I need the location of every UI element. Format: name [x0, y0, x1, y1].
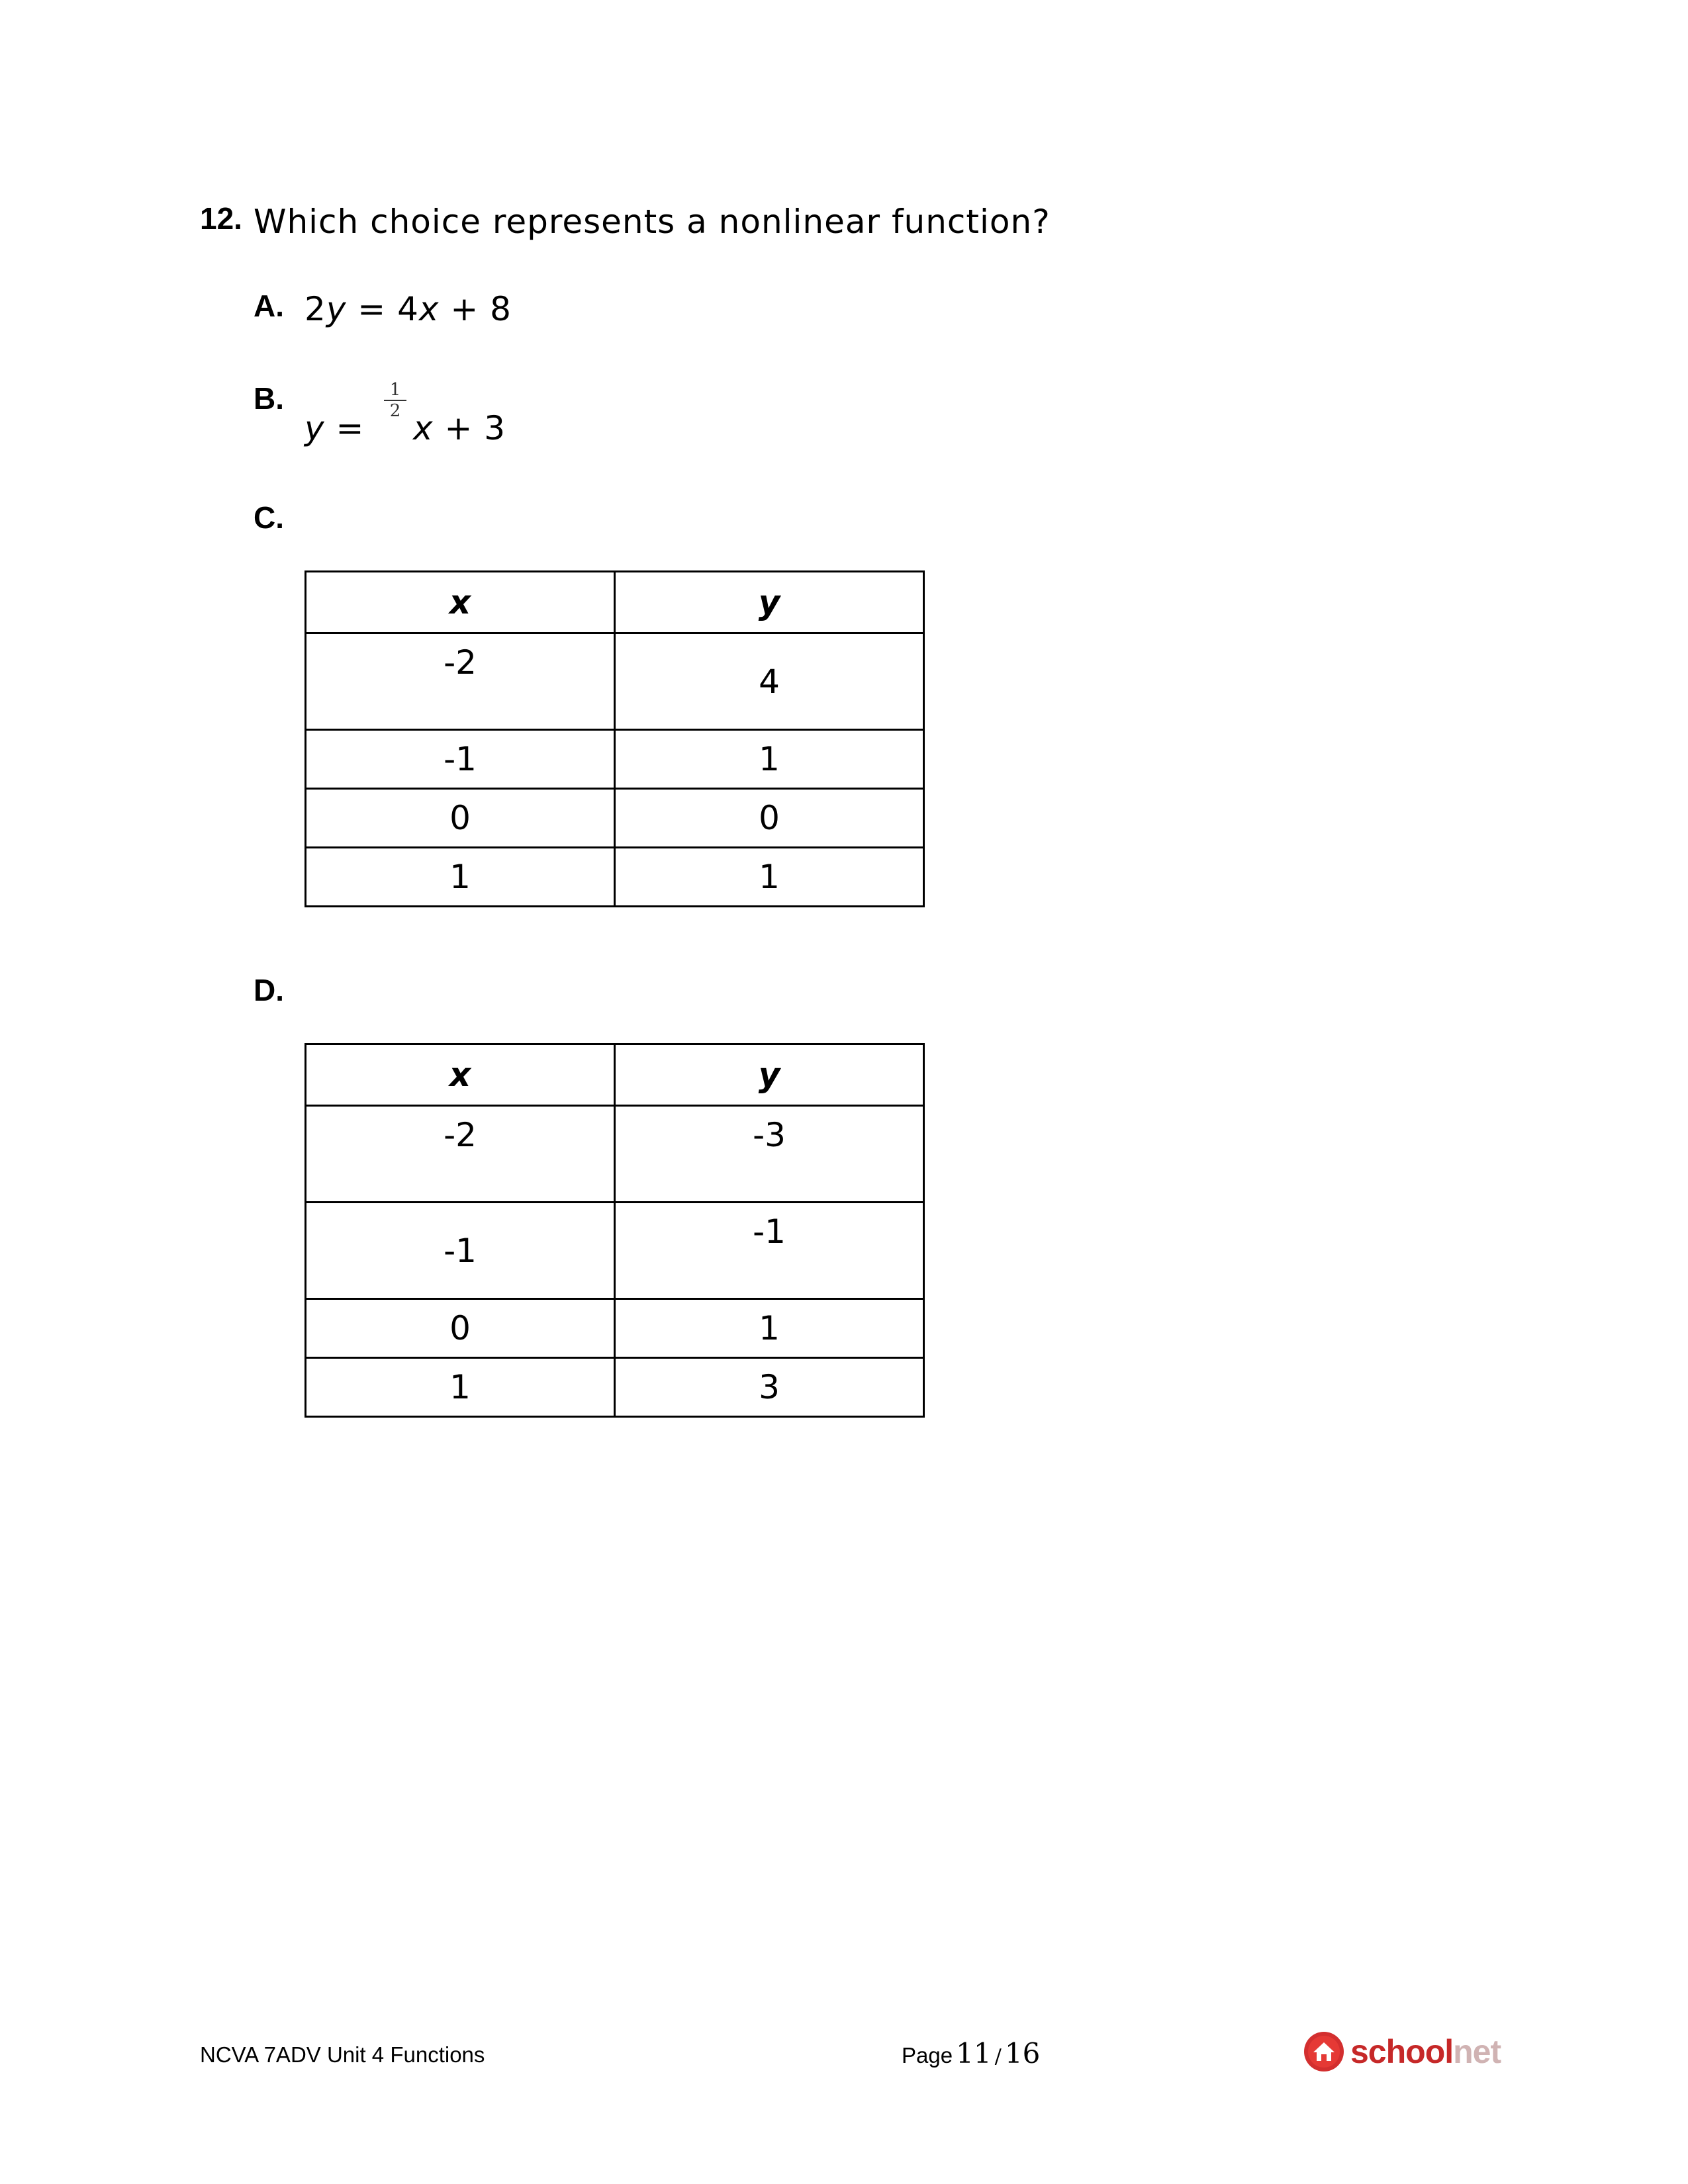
option-b-letter: B.: [254, 381, 284, 416]
cell-x: 0: [306, 1299, 615, 1358]
option-b-rhs-var: x: [413, 409, 434, 447]
cell-y: -1: [615, 1203, 924, 1299]
option-a-rhs-var: x: [418, 290, 440, 328]
page-total: 16: [1004, 2037, 1041, 2070]
table-row: [306, 633, 924, 730]
page-separator: /: [994, 2045, 1002, 2068]
table-row: [306, 789, 924, 848]
table-row: [306, 1358, 924, 1417]
footer-title: NCVA 7ADV Unit 4 Functions: [200, 2042, 485, 2067]
cell-x: -1: [306, 1203, 615, 1299]
header-x: x: [306, 1044, 615, 1106]
logo-wordmark: [1350, 2032, 1501, 2071]
cell-x: -1: [306, 730, 615, 789]
option-a-rest: + 8: [439, 290, 512, 328]
header-y: y: [615, 572, 924, 633]
cell-x: -2: [306, 633, 615, 730]
schoolnet-logo: [1303, 2025, 1501, 2078]
cell-y: 1: [615, 730, 924, 789]
option-a-letter: A.: [254, 289, 284, 323]
table-header-row: [306, 572, 924, 633]
option-a-equation: [305, 286, 512, 332]
option-a-lhs-var: y: [326, 290, 347, 328]
option-d-letter: D.: [254, 973, 284, 1007]
table-row: [306, 1299, 924, 1358]
option-b-lhs: [305, 405, 364, 451]
option-d-table: [305, 1043, 925, 1418]
logo-text-school: school: [1350, 2033, 1454, 2070]
option-b-frac-den: 2: [389, 401, 401, 421]
option-c-letter: C.: [254, 500, 284, 535]
option-a-eq: = 4: [346, 290, 419, 328]
cell-x: 1: [306, 848, 615, 907]
cell-x: 1: [306, 1358, 615, 1417]
cell-x: 0: [306, 789, 615, 848]
house-icon: [1303, 2030, 1345, 2073]
question-text: Which choice represents a nonlinear function?: [254, 203, 1051, 241]
table-row: [306, 1203, 924, 1299]
page-indicator: [902, 2037, 1040, 2070]
page-label: Page: [902, 2043, 953, 2068]
table-row: [306, 730, 924, 789]
question-number: 12.: [200, 201, 242, 236]
table-row: [306, 1106, 924, 1203]
option-b-lhs-text: y =: [305, 409, 365, 447]
cell-y: 1: [615, 848, 924, 907]
header-x: x: [306, 572, 615, 633]
option-a-coef: 2: [305, 290, 326, 328]
option-b-rhs: [413, 405, 506, 451]
cell-y: 3: [615, 1358, 924, 1417]
cell-y: 4: [615, 633, 924, 730]
header-y: y: [615, 1044, 924, 1106]
logo-text-net: net: [1453, 2033, 1501, 2070]
option-c-table: [305, 570, 925, 907]
cell-x: -2: [306, 1106, 615, 1203]
table-row: [306, 848, 924, 907]
option-b-fraction: [384, 380, 406, 421]
cell-y: -3: [615, 1106, 924, 1203]
table-header-row: [306, 1044, 924, 1106]
page-current: 11: [956, 2037, 992, 2070]
option-b-rest: + 3: [433, 409, 506, 447]
option-b-frac-num: 1: [389, 380, 401, 400]
cell-y: 0: [615, 789, 924, 848]
cell-y: 1: [615, 1299, 924, 1358]
